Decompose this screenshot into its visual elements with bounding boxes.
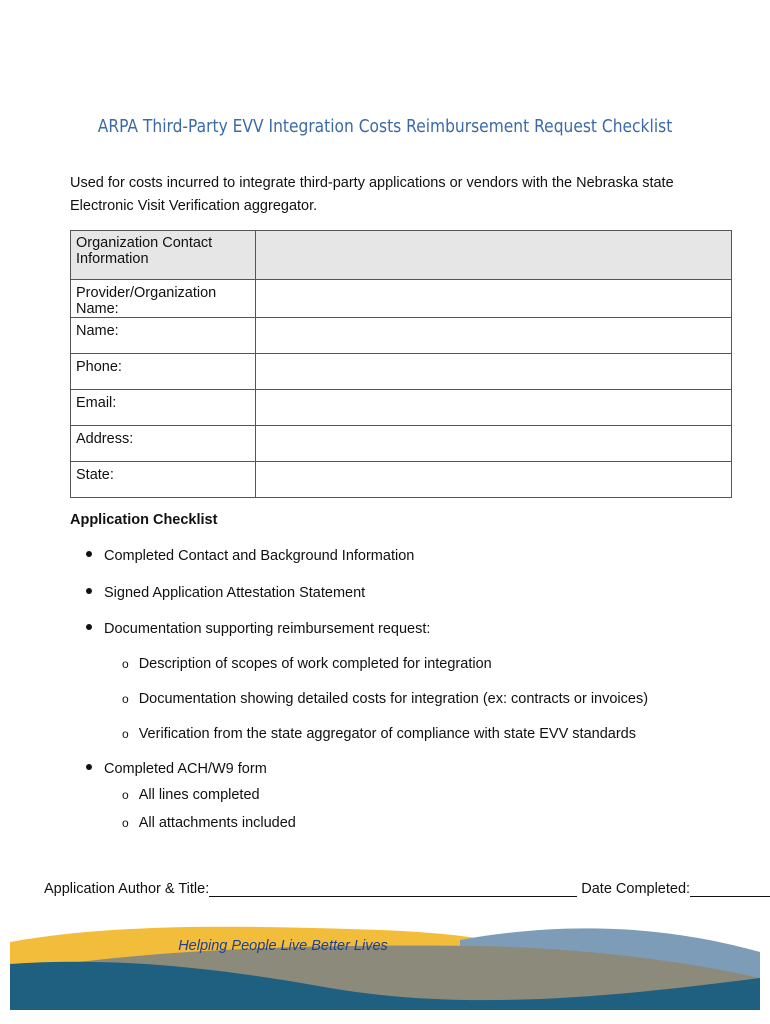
bullet-icon [86,551,92,557]
email-field[interactable] [256,390,732,426]
table-row [71,280,732,318]
bullet-icon [86,588,92,594]
document-title: ARPA Third-Party EVV Integration Costs Reimbursement Request Checklist [97,116,673,137]
list-item [122,656,492,672]
sub-bullet-icon: o [122,788,129,802]
provider-name-label: Provider/Organization Name: [71,280,256,318]
list-item [122,691,648,707]
date-completed-label: Date Completed: [581,881,691,897]
date-completed-field[interactable] [690,880,770,897]
checklist-item-text: Completed Contact and Background Information [104,548,415,564]
list-item [122,726,636,742]
list-item [86,548,414,564]
list-item [86,621,430,637]
sub-bullet-icon: o [122,727,129,741]
email-label: Email: [71,390,256,426]
contact-table-header: Organization Contact Information [71,231,256,280]
phone-field[interactable] [256,354,732,390]
list-item [122,787,260,803]
footer-tagline: Helping People Live Better Lives [178,938,388,954]
checklist-subitem-text: Documentation showing detailed costs for integration (ex: contracts or invoices) [138,691,649,707]
state-field[interactable] [256,462,732,498]
sub-bullet-icon: o [122,657,129,671]
author-title-field[interactable] [209,880,577,897]
state-label: State: [71,462,256,498]
checklist-item-text: Signed Application Attestation Statement [104,585,366,601]
checklist-item-text: Documentation supporting reimbursement request: [104,621,431,637]
footer-bottom-band [0,1010,770,1024]
sub-bullet-icon: o [122,692,129,706]
contact-name-label: Name: [71,318,256,354]
table-row [71,354,732,390]
intro-text: Used for costs incurred to integrate third-party applications or vendors with the Nebraska state Electronic Visit Verification aggregator. [70,175,674,214]
contact-table-header-row [71,231,732,280]
phone-label: Phone: [71,354,256,390]
table-row [71,318,732,354]
list-item [86,761,267,777]
list-item [86,585,365,601]
sub-bullet-icon: o [122,816,129,830]
checklist-subitem-text: All lines completed [138,787,260,803]
provider-name-field[interactable] [256,280,732,318]
contact-table [70,230,732,498]
list-item [122,815,296,831]
table-row [71,462,732,498]
address-label: Address: [71,426,256,462]
checklist-subitem-text: Verification from the state aggregator of compliance with state EVV standards [138,726,636,742]
checklist-subitem-text: Description of scopes of work completed for integration [138,656,492,672]
contact-table-header-value [256,231,732,280]
signature-line [44,880,770,897]
table-row [71,390,732,426]
author-title-label: Application Author & Title: [44,881,210,897]
table-row [71,426,732,462]
address-field[interactable] [256,426,732,462]
checklist-item-text: Completed ACH/W9 form [104,761,267,777]
checklist-subitem-text: All attachments included [138,815,296,831]
footer-wave-graphic [0,912,770,1024]
bullet-icon [86,624,92,630]
checklist-heading: Application Checklist [70,512,218,528]
bullet-icon [86,764,92,770]
contact-name-field[interactable] [256,318,732,354]
